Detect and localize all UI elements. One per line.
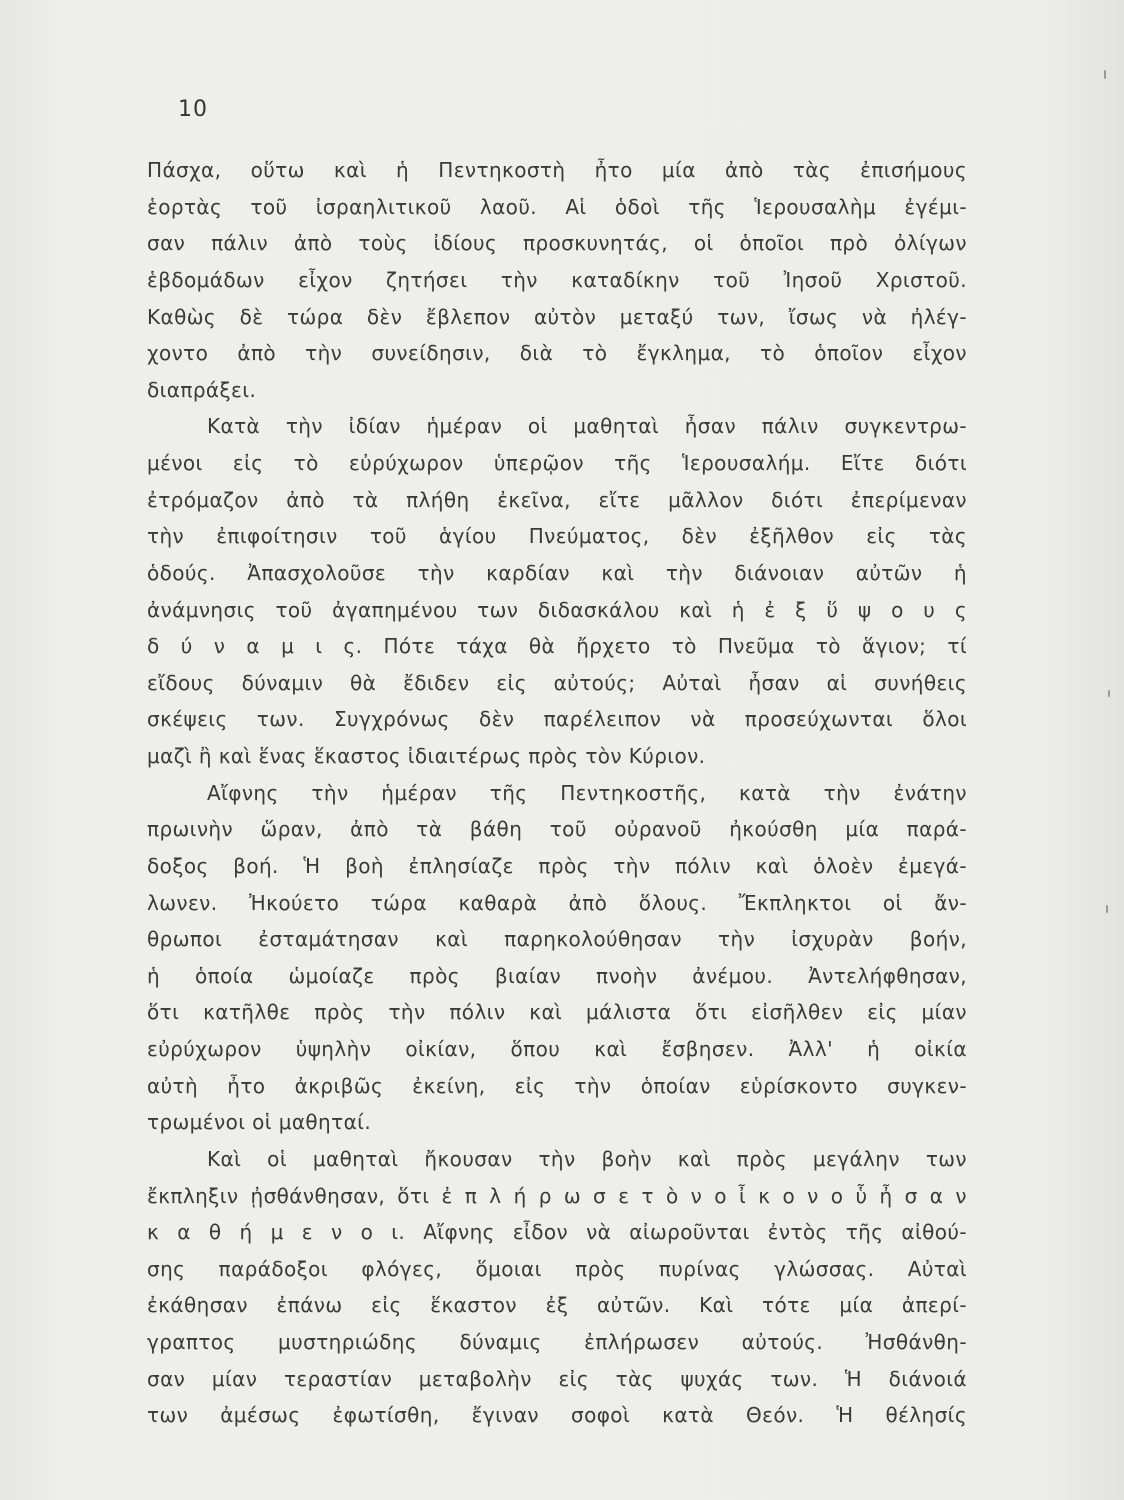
text-line: ἀνάμνησις τοῦ ἀγαπημένου των διδασκάλου καὶ ἡ ἐ ξ ὕ ψ ο υ ς — [147, 597, 967, 622]
text-line: σαν μίαν τεραστίαν μεταβολὴν εἰς τὰς ψυχάς των. Ἡ διάνοιά — [147, 1366, 967, 1391]
text-line: Πάσχα, οὕτω καὶ ἡ Πεντηκοστὴ ἦτο μία ἀπὸ τὰς ἐπισήμους — [147, 158, 967, 182]
text-line: Αἴφνης τὴν ἡμέραν τῆς Πεντηκοστῆς, κατὰ τὴν ἐνάτην — [207, 780, 967, 805]
text-line: ἑορτὰς τοῦ ἰσραηλιτικοῦ λαοῦ. Αἱ ὁδοὶ τῆς Ἱερουσαλὴμ ἐγέμι- — [147, 194, 967, 219]
text-line: Καὶ οἱ μαθηταὶ ἤκουσαν τὴν βοὴν καὶ πρὸς μεγάλην των — [207, 1146, 967, 1171]
text-line: ὅτι κατῆλθε πρὸς τὴν πόλιν καὶ μάλιστα ὅτι εἰσῆλθεν εἰς μίαν — [147, 1000, 967, 1025]
text-line: ὁδούς. Ἀπασχολοῦσε τὴν καρδίαν καὶ τὴν διάνοιαν αὐτῶν ἡ — [147, 560, 967, 585]
text-line: σαν πάλιν ἀπὸ τοὺς ἰδίους προσκυνητάς, οἱ ὁποῖοι πρὸ ὀλίγων — [147, 231, 967, 256]
text-line: τὴν ἐπιφοίτησιν τοῦ ἁγίου Πνεύματος, δὲν ἐξῆλθον εἰς τὰς — [147, 524, 967, 549]
text-line: πρωινὴν ὥραν, ἀπὸ τὰ βάθη τοῦ οὐρανοῦ ἠκούσθη μία παρά- — [147, 817, 967, 842]
text-line: τρωμένοι οἱ μαθηταί. — [147, 1110, 372, 1135]
text-line: λωνεν. Ἠκούετο τώρα καθαρὰ ἀπὸ ὅλους. Ἔκπληκτοι οἱ ἄν- — [147, 890, 967, 915]
scan-edge-mark — [1104, 70, 1106, 79]
text-line: γραπτος μυστηριώδης δύναμις ἐπλήρωσεν αὐτούς. Ἠσθάνθη- — [147, 1330, 967, 1354]
scan-edge-mark — [1108, 690, 1110, 697]
text-line: αὐτὴ ἦτο ἀκριβῶς ἐκείνη, εἰς τὴν ὁποίαν εὑρίσκοντο συγκεν- — [147, 1073, 967, 1098]
text-line: δοξος βοή. Ἡ βοὴ ἐπλησίαζε πρὸς τὴν πόλιν καὶ ὁλοὲν ἐμεγά- — [147, 853, 967, 878]
text-line: εἴδους δύναμιν θὰ ἔδιδεν εἰς αὐτούς; Αὐταὶ ἦσαν αἱ συνήθεις — [147, 670, 967, 695]
text-line: σης παράδοξοι φλόγες, ὅμοιαι πρὸς πυρίνας γλώσσας. Αὐταὶ — [147, 1256, 967, 1281]
text-line: ἡ ὁποία ὡμοίαζε πρὸς βιαίαν πνοὴν ἀνέμου. Ἀντελήφθησαν, — [147, 963, 967, 988]
text-line: σκέψεις των. Συγχρόνως δὲν παρέλειπον νὰ προσεύχωνται ὅλοι — [147, 707, 967, 732]
text-line: θρωποι ἐσταμάτησαν καὶ παρηκολούθησαν τὴν ἰσχυρὰν βοήν, — [147, 927, 967, 952]
text-line: δ ύ ν α μ ι ς. Πότε τάχα θὰ ἤρχετο τὸ Πνεῦμα τὸ ἅγιον; τί — [147, 634, 967, 659]
text-line: κ α θ ή μ ε ν ο ι. Αἴφνης εἶδον νὰ αἰωροῦνται ἐντὸς τῆς αἰθού- — [147, 1220, 967, 1245]
text-line: Καθὼς δὲ τώρα δὲν ἔβλεπον αὐτὸν μεταξύ των, ἴσως νὰ ἠλέγ- — [147, 304, 967, 329]
text-line: μαζὶ ἢ καὶ ἕνας ἕκαστος ἰδιαιτέρως πρὸς τὸν Κύριον. — [147, 744, 706, 768]
text-line: χοντο ἀπὸ τὴν συνείδησιν, διὰ τὸ ἔγκλημα, τὸ ὁποῖον εἶχον — [147, 341, 967, 366]
text-line: Κατὰ τὴν ἰδίαν ἡμέραν οἱ μαθηταὶ ἦσαν πάλιν συγκεντρω- — [207, 414, 967, 439]
text-line: μένοι εἰς τὸ εὐρύχωρον ὑπερῷον τῆς Ἱερουσαλήμ. Εἴτε διότι — [147, 451, 967, 475]
text-line: ἔκπληξιν ᾐσθάνθησαν, ὅτι ἐ π λ ή ρ ω σ ε τ ὸ ν ο ἶ κ ο ν ο ὗ ἦ σ α ν — [147, 1183, 967, 1208]
page-number: 10 — [178, 97, 208, 122]
text-line: διαπράξει. — [147, 377, 257, 402]
scan-edge-mark — [1106, 905, 1108, 913]
text-line: ἐκάθησαν ἐπάνω εἰς ἕκαστον ἐξ αὐτῶν. Καὶ τότε μία ἀπερί- — [147, 1293, 967, 1318]
body-text — [147, 152, 967, 1434]
text-line: ἐτρόμαζον ἀπὸ τὰ πλήθη ἐκεῖνα, εἴτε μᾶλλον διότι ἐπερίμεναν — [147, 487, 967, 512]
text-line: των ἀμέσως ἐφωτίσθη, ἔγιναν σοφοὶ κατὰ Θεόν. Ἡ θέλησίς — [147, 1403, 967, 1428]
text-line: ἑβδομάδων εἶχον ζητήσει τὴν καταδίκην τοῦ Ἰησοῦ Χριστοῦ. — [147, 267, 967, 292]
text-line: εὐρύχωρον ὑψηλὴν οἰκίαν, ὅπου καὶ ἔσβησεν. Ἀλλ' ἡ οἰκία — [147, 1037, 967, 1061]
